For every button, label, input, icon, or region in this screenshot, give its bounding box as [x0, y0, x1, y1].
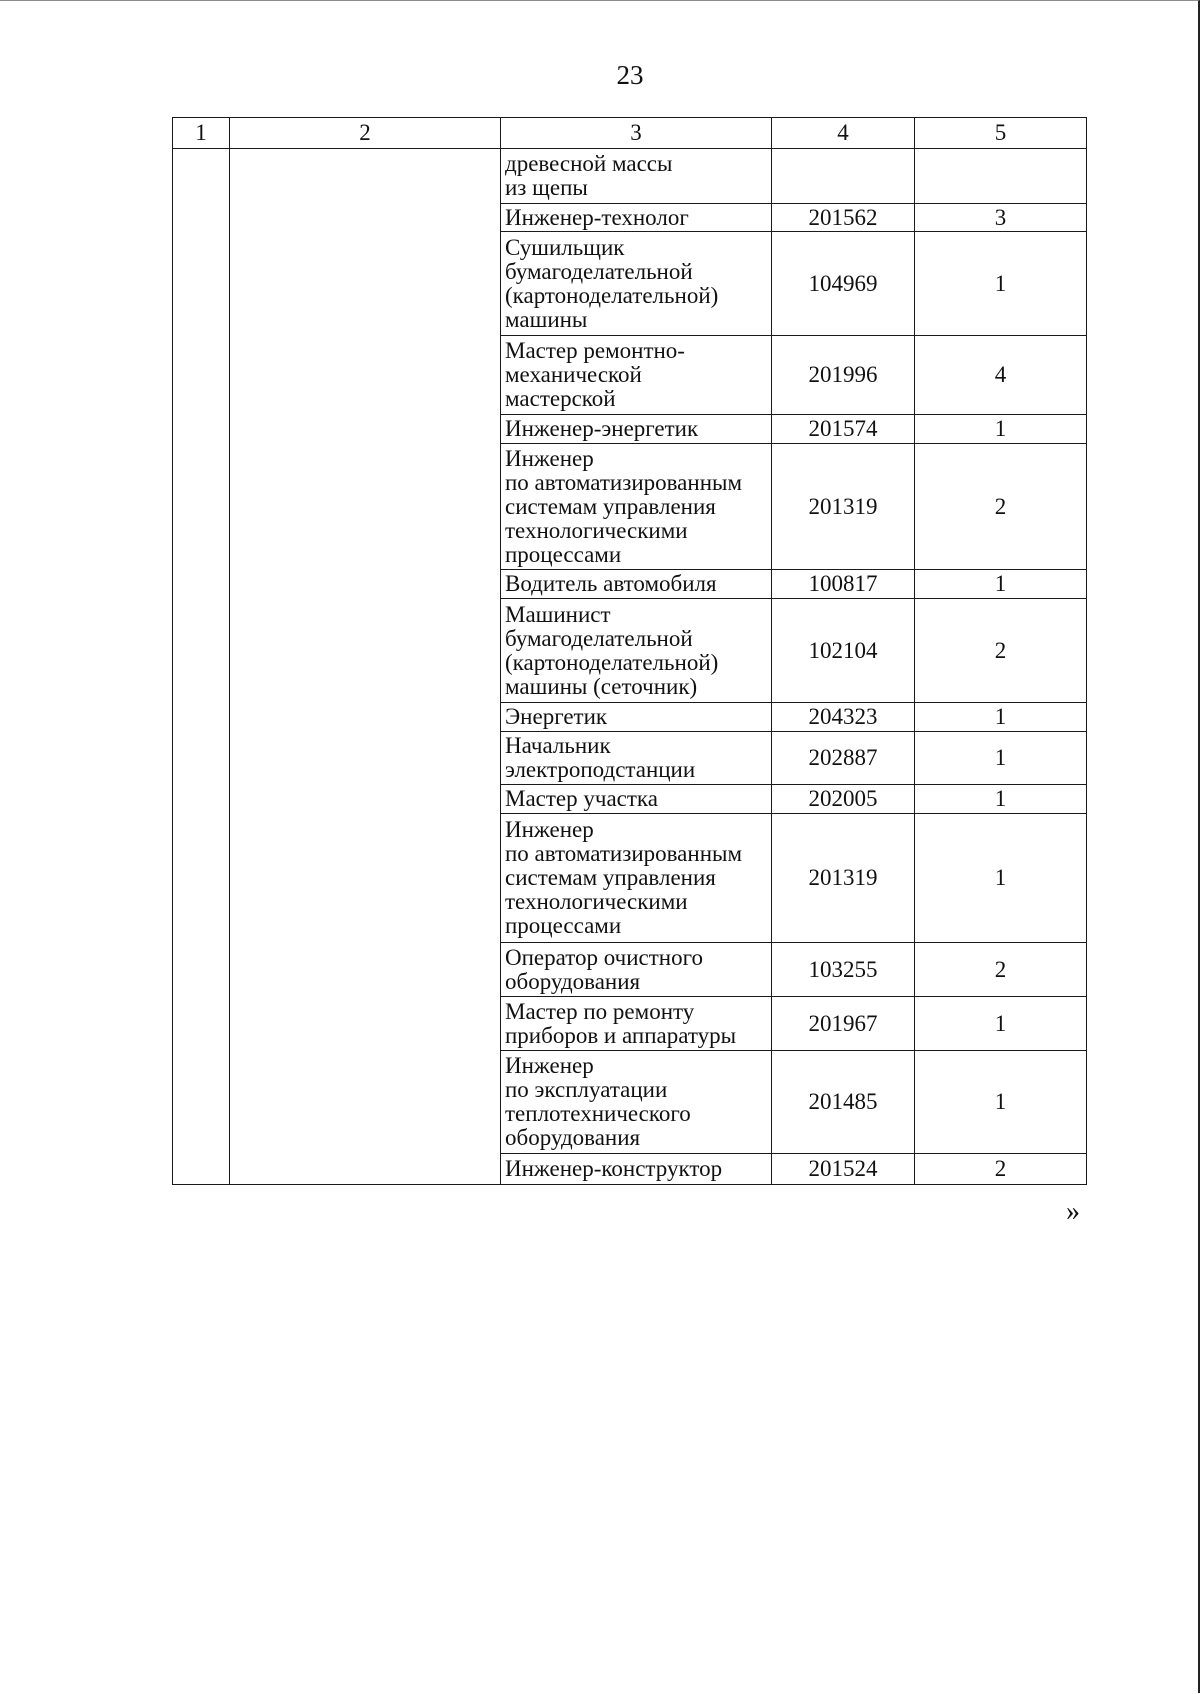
position-name-cell: Оператор очистного оборудования — [501, 943, 772, 997]
position-quantity-cell: 1 — [915, 785, 1087, 814]
position-code-cell: 202887 — [772, 732, 915, 785]
position-name-cell: Машинист бумагоделательной (картоноделательной) машины (сеточник) — [501, 599, 772, 703]
column-header-4: 4 — [772, 118, 915, 149]
table-body — [173, 149, 1087, 1185]
cell-col2-merged — [230, 149, 501, 1185]
closing-quote-mark: » — [1066, 1196, 1080, 1227]
position-quantity-cell: 1 — [915, 814, 1087, 943]
position-name-cell: Инженер-энергетик — [501, 415, 772, 444]
column-header-5: 5 — [915, 118, 1087, 149]
position-code-cell: 100817 — [772, 570, 915, 599]
position-quantity-cell: 3 — [915, 204, 1087, 232]
position-code-cell: 103255 — [772, 943, 915, 997]
cell-col1-merged — [173, 149, 230, 1185]
position-name-cell: Мастер ремонтно- механической мастерской — [501, 336, 772, 415]
position-code-cell: 201574 — [772, 415, 915, 444]
position-quantity-cell: 1 — [915, 570, 1087, 599]
position-name-cell: Начальник электроподстанции — [501, 732, 772, 785]
position-code-cell: 204323 — [772, 703, 915, 732]
position-code-cell: 201967 — [772, 997, 915, 1051]
position-quantity-cell: 4 — [915, 336, 1087, 415]
column-header-3: 3 — [501, 118, 772, 149]
position-quantity-cell: 2 — [915, 599, 1087, 703]
position-quantity-cell: 1 — [915, 997, 1087, 1051]
position-name-cell: Сушильщик бумагоделательной (картоноделательной) машины — [501, 232, 772, 336]
position-name-cell: Инженер по эксплуатации теплотехнического оборудования — [501, 1051, 772, 1154]
position-name-cell: Мастер участка — [501, 785, 772, 814]
position-code-cell: 201524 — [772, 1154, 915, 1185]
column-header-1: 1 — [173, 118, 230, 149]
position-name-cell: Инженер-конструктор — [501, 1154, 772, 1185]
position-name-cell: Инженер по автоматизированным системам управления технологическими процессами — [501, 444, 772, 570]
table-header-row — [173, 118, 1087, 149]
positions-table — [172, 117, 1087, 1185]
table-row — [173, 149, 1087, 204]
position-code-cell: 201485 — [772, 1051, 915, 1154]
position-code-cell: 202005 — [772, 785, 915, 814]
position-quantity-cell: 1 — [915, 1051, 1087, 1154]
position-quantity-cell: 2 — [915, 444, 1087, 570]
position-quantity-cell: 2 — [915, 943, 1087, 997]
position-code-cell: 201319 — [772, 444, 915, 570]
position-code-cell: 201996 — [772, 336, 915, 415]
position-name-cell: Водитель автомобиля — [501, 570, 772, 599]
position-quantity-cell: 1 — [915, 232, 1087, 336]
position-code-cell: 102104 — [772, 599, 915, 703]
position-name-cell: Энергетик — [501, 703, 772, 732]
position-code-cell: 104969 — [772, 232, 915, 336]
position-name-cell: Инженер по автоматизированным системам управления технологическими процессами — [501, 814, 772, 943]
page-number: 23 — [616, 60, 644, 90]
position-quantity-cell: 1 — [915, 415, 1087, 444]
position-name-cell: древесной массы из щепы — [501, 149, 772, 204]
position-quantity-cell: 1 — [915, 732, 1087, 785]
column-header-2: 2 — [230, 118, 501, 149]
position-name-cell: Мастер по ремонту приборов и аппаратуры — [501, 997, 772, 1051]
position-quantity-cell — [915, 149, 1087, 204]
position-code-cell: 201562 — [772, 204, 915, 232]
position-quantity-cell: 2 — [915, 1154, 1087, 1185]
position-quantity-cell: 1 — [915, 703, 1087, 732]
position-name-cell: Инженер-технолог — [501, 204, 772, 232]
position-code-cell: 201319 — [772, 814, 915, 943]
position-code-cell — [772, 149, 915, 204]
